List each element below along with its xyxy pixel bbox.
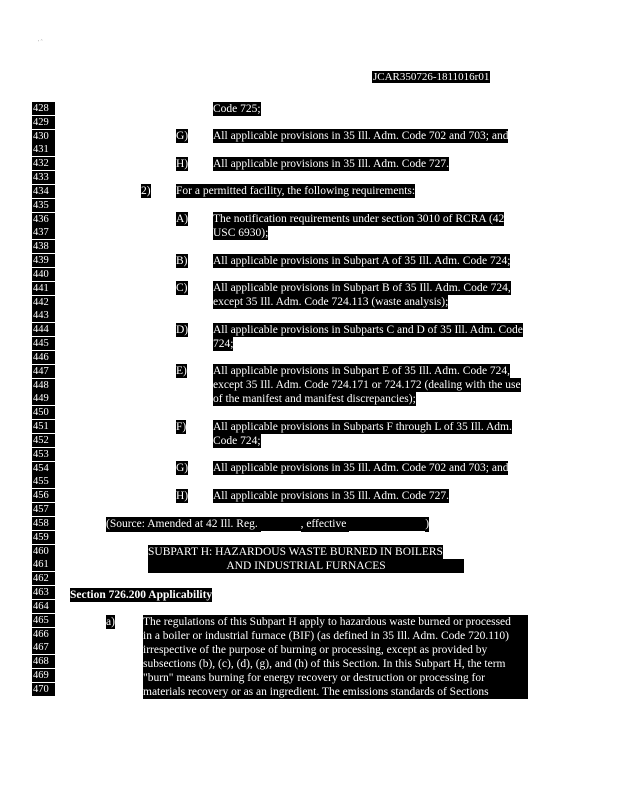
item-h-text: All applicable provisions in 35 Ill. Adm. Code 727. [213, 158, 450, 170]
line-number: 463 [32, 586, 55, 599]
line-number: 470 [32, 683, 55, 696]
line-number: 438 [32, 240, 55, 253]
item-2h-text: All applicable provisions in 35 Ill. Adm. Code 727. [213, 490, 450, 502]
line-number: 447 [32, 365, 55, 378]
source-note-prefix: (Source: Amended at 42 Ill. Reg. [106, 518, 261, 530]
para-a-line: irrespective of the purpose of burning or processing, except as provided by [143, 643, 528, 657]
scan-marks: ' ˆ [38, 40, 43, 46]
line-number: 466 [32, 628, 55, 641]
para-a-line: The regulations of this Subpart H apply to hazardous waste burned or processed [143, 615, 528, 629]
item-2f-label: F) [176, 421, 187, 433]
line-number: 467 [32, 641, 55, 654]
line-number: 465 [32, 614, 55, 627]
effective-date-blank [349, 517, 425, 532]
line-number: 446 [32, 351, 55, 364]
line-number: 444 [32, 323, 55, 336]
item-2b-text: All applicable provisions in Subpart A of 35 Ill. Adm. Code 724; [213, 255, 511, 267]
item-2-label: 2) [141, 185, 151, 197]
line-number: 460 [32, 545, 55, 558]
item-2-text: For a permitted facility, the following requirements: [176, 185, 416, 197]
line-number: 454 [32, 462, 55, 475]
subpart-heading-line1: SUBPART H: HAZARDOUS WASTE BURNED IN BOILERS [148, 546, 443, 558]
source-note-middle: , effective [300, 518, 350, 530]
item-2a-line2: USC 6930); [213, 227, 269, 239]
para-a-line: "burn" means burning for energy recovery or destruction or processing for [143, 671, 528, 685]
item-2c-line1: All applicable provisions in Subpart B of 35 Ill. Adm. Code 724, [213, 282, 511, 294]
line-number: 439 [32, 254, 55, 267]
line-number: 433 [32, 171, 55, 184]
line-number: 461 [32, 558, 55, 571]
line-number: 436 [32, 213, 55, 226]
line-number: 456 [32, 489, 55, 502]
item-2b-label: B) [176, 255, 188, 267]
line-number: 428 [32, 102, 55, 115]
item-2e-line2: except 35 Ill. Adm. Code 724.171 or 724.172 (dealing with the use [213, 379, 521, 391]
item-2g-text: All applicable provisions in 35 Ill. Adm. Code 702 and 703; and [213, 462, 509, 474]
line-number: 442 [32, 296, 55, 309]
item-2g-label: G) [176, 462, 189, 474]
line-number: 469 [32, 669, 55, 682]
para-a-line: materials recovery or as an ingredient. The emissions standards of Sections [143, 685, 528, 699]
item-g-text: All applicable provisions in 35 Ill. Adm. Code 702 and 703; and [213, 130, 509, 142]
item-2f-line2: Code 724; [213, 435, 261, 447]
item-2d-label: D) [176, 324, 189, 336]
source-note [106, 517, 429, 532]
para-a-line: in a boiler or industrial furnace (BIF) (as defined in 35 Ill. Adm. Code 720.110) [143, 629, 528, 643]
document-id: JCAR350726-1811016r01 [373, 71, 490, 83]
line-number: 452 [32, 434, 55, 447]
line-number: 431 [32, 143, 55, 156]
line-number: 429 [32, 116, 55, 129]
line-number: 432 [32, 157, 55, 170]
line-number: 443 [32, 309, 55, 322]
line-number: 445 [32, 337, 55, 350]
line-number: 448 [32, 379, 55, 392]
source-note-suffix: ) [425, 518, 430, 530]
line-number: 440 [32, 268, 55, 281]
line-number: 455 [32, 475, 55, 488]
line-428-text: Code 725; [213, 103, 261, 115]
line-number: 449 [32, 392, 55, 405]
line-number: 434 [32, 185, 55, 198]
line-number: 457 [32, 503, 55, 516]
line-number: 468 [32, 655, 55, 668]
item-h-label: H) [176, 158, 189, 170]
line-number: 435 [32, 199, 55, 212]
line-number: 462 [32, 572, 55, 585]
para-a-label: a) [106, 616, 115, 628]
line-number: 459 [32, 531, 55, 544]
item-2h-label: H) [176, 490, 189, 502]
item-g-label: G) [176, 130, 189, 142]
line-number: 458 [32, 517, 55, 530]
item-2a-label: A) [176, 213, 189, 225]
item-2c-line2: except 35 Ill. Adm. Code 724.113 (waste analysis); [213, 296, 449, 308]
item-2a-line1: The notification requirements under section 3010 of RCRA (42 [213, 213, 505, 225]
item-2e-label: E) [176, 365, 187, 377]
line-number: 453 [32, 448, 55, 461]
line-number: 437 [32, 226, 55, 239]
section-heading: Section 726.200 Applicability [70, 589, 213, 601]
line-number: 451 [32, 420, 55, 433]
line-number: 441 [32, 282, 55, 295]
item-2e-line1: All applicable provisions in Subpart E of 35 Ill. Adm. Code 724, [213, 365, 511, 377]
subpart-heading-line2: AND INDUSTRIAL FURNACES [148, 559, 464, 573]
item-2f-line1: All applicable provisions in Subparts F through L of 35 Ill. Adm. [213, 421, 512, 433]
line-number: 464 [32, 600, 55, 613]
item-2c-label: C) [176, 282, 188, 294]
line-number: 430 [32, 130, 55, 143]
register-volume-blank [261, 517, 301, 532]
item-2d-line2: 724; [213, 338, 234, 350]
line-number: 450 [32, 406, 55, 419]
item-2e-line3: of the manifest and manifest discrepancies); [213, 393, 416, 405]
item-2d-line1: All applicable provisions in Subparts C and D of 35 Ill. Adm. Code [213, 324, 523, 336]
para-a-line: subsections (b), (c), (d), (g), and (h) of this Section. In this Subpart H, the term [143, 657, 528, 671]
